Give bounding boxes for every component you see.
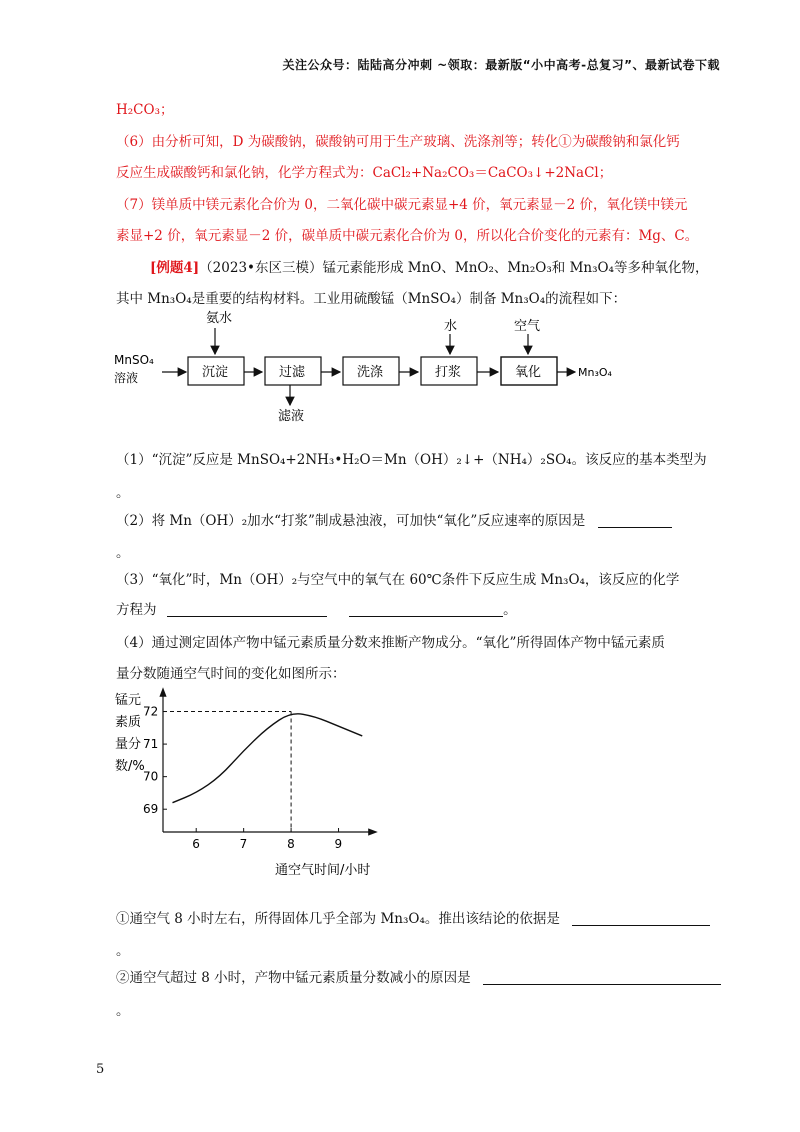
answer-line-2: （6）由分析可知，D 为碳酸钠，碳酸钠可用于生产玻璃、洗涤剂等；转化①为碳酸钠和氯化钙 (116, 134, 680, 150)
sub-question-2-end: 。 (116, 1003, 130, 1019)
flow-step-2: 过滤 (279, 365, 306, 380)
question-3: （3）“氧化”时，Mn（OH）₂与空气中的氧气在 60℃条件下反应生成 Mn₃O₄，该反应的化学 (116, 572, 680, 588)
example-line-1 (150, 256, 708, 276)
question-1: （1）“沉淀”反应是 MnSO₄+2NH₃•H₂O＝Mn（OH）₂↓+（NH₄）₂SO₄。该反应的基本类型为 (116, 452, 707, 468)
example-tag: [例题4] (150, 260, 200, 276)
flow-step-1: 沉淀 (202, 365, 229, 380)
flow-input-line2: 溶液 (114, 371, 139, 385)
answer-line-5: 素显+2 价，氧元素显－2 价，碳单质中碳元素化合价为 0，所以化合价变化的元素有：Mg、C。 (116, 228, 699, 244)
answer-blank-3b[interactable] (349, 602, 503, 617)
flow-byproduct: 滤液 (278, 409, 305, 424)
chart-x-tick-label: 7 (239, 837, 248, 851)
question-3-line-2 (116, 598, 517, 618)
answer-blank-s1[interactable] (572, 911, 710, 926)
flow-step-5: 氧化 (515, 365, 542, 380)
chart-y-tick-label: 70 (143, 769, 159, 784)
question-3-text: 方程为 (116, 602, 157, 618)
manganese-mass-fraction-chart (105, 686, 405, 881)
question-1-end: 。 (116, 485, 130, 501)
sub-question-2-text: ②通空气超过 8 小时，产物中锰元素质量分数减小的原因是 (116, 970, 471, 986)
question-4-line-2: 量分数随通空气时间的变化如图所示： (116, 666, 346, 682)
question-2 (116, 509, 672, 529)
question-2-text: （2）将 Mn（OH）₂加水“打浆”制成悬浊液，可加快“氧化”反应速率的原因是 (116, 513, 586, 529)
flow-step-4: 打浆 (435, 365, 462, 380)
flow-step-3: 洗涤 (357, 365, 384, 380)
question-2-end: 。 (116, 545, 130, 561)
page-number: 5 (96, 1062, 105, 1077)
answer-line-1: H₂CO₃； (116, 102, 174, 118)
chart-x-tick-label: 8 (287, 837, 295, 851)
flow-reagent-water: 水 (444, 319, 458, 334)
flow-output: Mn₃O₄ (578, 366, 612, 379)
example-intro: （2023•东区三模）锰元素能形成 MnO、MnO₂、Mn₂O₃和 Mn₃O₄等多种氧化物， (199, 260, 709, 276)
chart-series-line (172, 714, 362, 803)
example-line-2: 其中 Mn₃O₄是重要的结构材料。工业用硫酸锰（MnSO₄）制备 Mn₃O₄的流程如下： (116, 291, 627, 307)
sub-question-2 (116, 966, 721, 986)
question-4: （4）通过测定固体产物中锰元素质量分数来推断产物成分。“氧化”所得固体产物中锰元素质 (116, 635, 665, 651)
chart-x-tick-label: 6 (192, 837, 200, 851)
flow-reagent-ammonia: 氨水 (206, 311, 233, 326)
chart-y-tick-label: 72 (143, 704, 159, 719)
chart-x-tick-label: 9 (334, 837, 343, 851)
answer-blank-3a[interactable] (167, 602, 327, 617)
answer-blank-2[interactable] (598, 513, 672, 528)
answer-line-3: 反应生成碳酸钙和氯化钠，化学方程式为：CaCl₂+Na₂CO₃＝CaCO₃↓+2NaCl； (116, 165, 613, 181)
answer-blank-s2[interactable] (483, 970, 721, 985)
chart-ylabel-1: 锰元 (115, 693, 142, 708)
question-3-end: 。 (503, 602, 517, 618)
answer-line-4: （7）镁单质中镁元素化合价为 0，二氧化碳中碳元素显+4 价，氧元素显－2 价，氧化镁中镁元 (116, 197, 688, 213)
sub-question-1-end: 。 (116, 943, 130, 959)
chart-ylabel-4: 数/% (115, 759, 145, 774)
chart-ylabel-3: 量分 (115, 737, 142, 752)
chart-y-tick-label: 71 (143, 737, 159, 752)
chart-y-tick-label: 69 (143, 802, 159, 817)
page-header: 关注公众号：陆陆高分冲刺 ~领取：最新版“小中高考-总复习”、最新试卷下载 (282, 58, 720, 72)
flow-reagent-air: 空气 (514, 319, 541, 334)
chart-ylabel-2: 素质 (115, 715, 142, 730)
flow-input-line1: MnSO₄ (114, 353, 154, 367)
chart-xlabel: 通空气时间/小时 (275, 863, 371, 878)
sub-question-1-text: ①通空气 8 小时左右，所得固体几乎全部为 Mn₃O₄。推出该结论的依据是 (116, 911, 560, 927)
process-flow-diagram (100, 310, 660, 430)
sub-question-1 (116, 907, 710, 927)
